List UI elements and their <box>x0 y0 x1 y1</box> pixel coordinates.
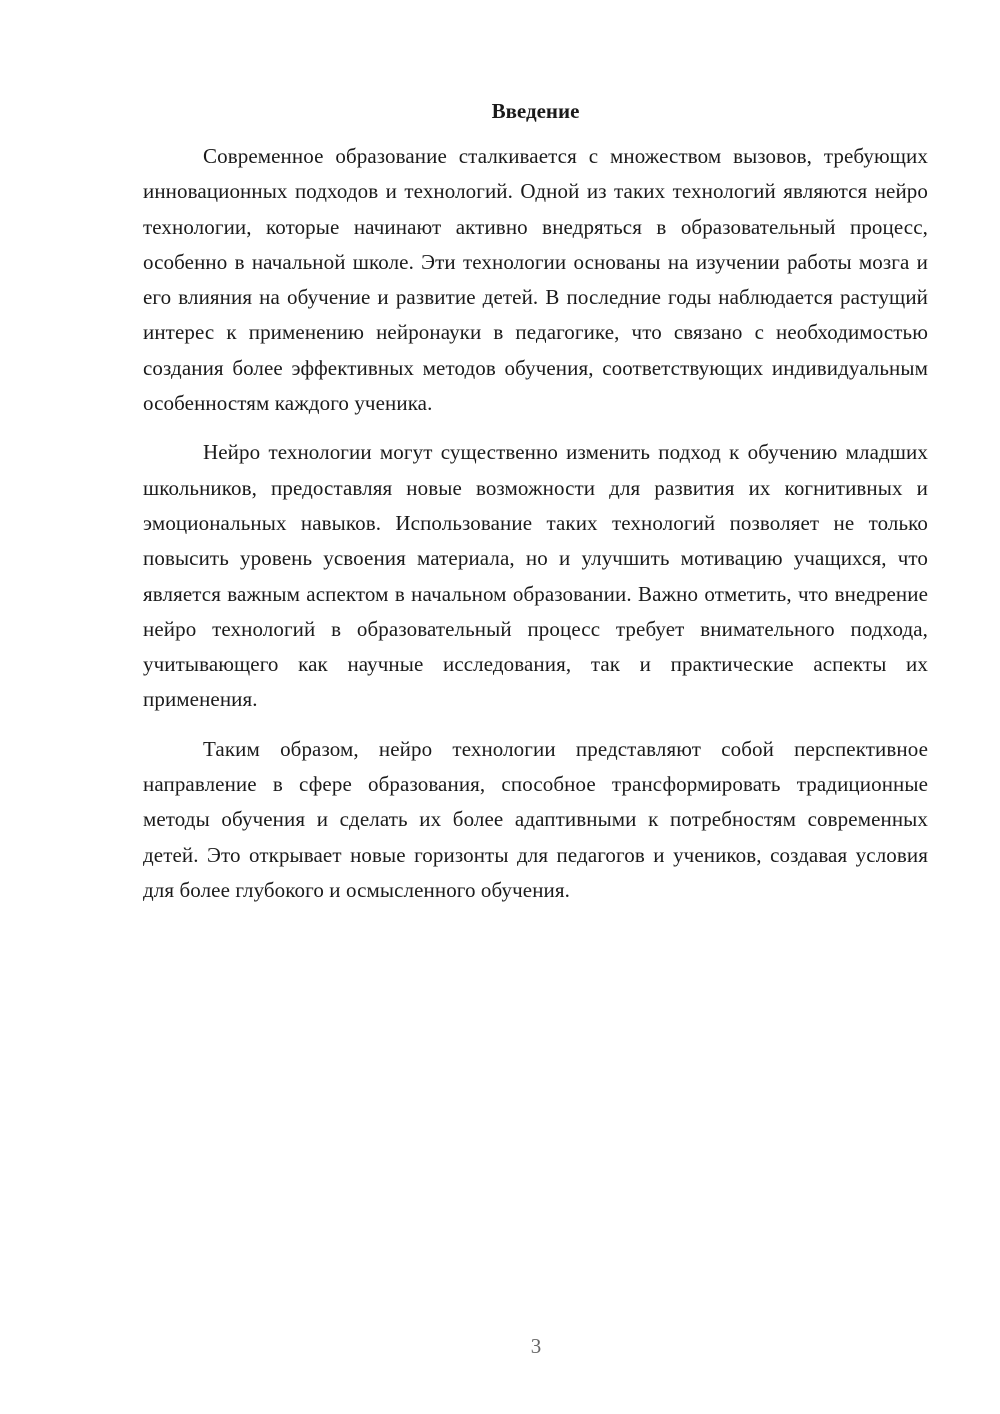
paragraph-2: Нейро технологии могут существенно изменить подход к обучению младших школьников, предоставляя новые возможности для развития их когнитивных и эмоциональных навыков. Использование таких технологий позволяет не только повысить уровень усвоения материала, но и улучшить мотивацию учащихся, что является важным аспектом в начальном образовании. Важно отметить, что внедрение нейро технологий в образовательный процесс требует внимательного подхода, учитывающего как научные исследования, так и практические аспекты их применения. <box>143 440 928 712</box>
page-number: 3 <box>530 1334 542 1358</box>
paragraph-3: Таким образом, нейро технологии представляют собой перспективное направление в сфере образования, способное трансформировать традиционные методы обучения и сделать их более адаптивными к потребностям современных детей. Это открывает новые горизонты для педагогов и учеников, создавая условия для более глубокого и осмысленного обучения. <box>143 736 928 902</box>
section-heading: Введение <box>491 99 580 123</box>
page-content <box>143 96 928 922</box>
paragraph-1: Современное образование сталкивается с множеством вызовов, требующих инновационных подходов и технологий. Одной из таких технологий являются нейро технологии, которые начинают активно внедряться в образовательный процесс, особенно в начальной школе. Эти технологии основаны на изучении работы мозга и его влияния на обучение и развитие детей. В последние годы наблюдается растущий интерес к применению нейронауки в педагогике, что связано с необходимостью создания более эффективных методов обучения, соответствующих индивидуальным особенностям каждого ученика. <box>143 144 928 416</box>
